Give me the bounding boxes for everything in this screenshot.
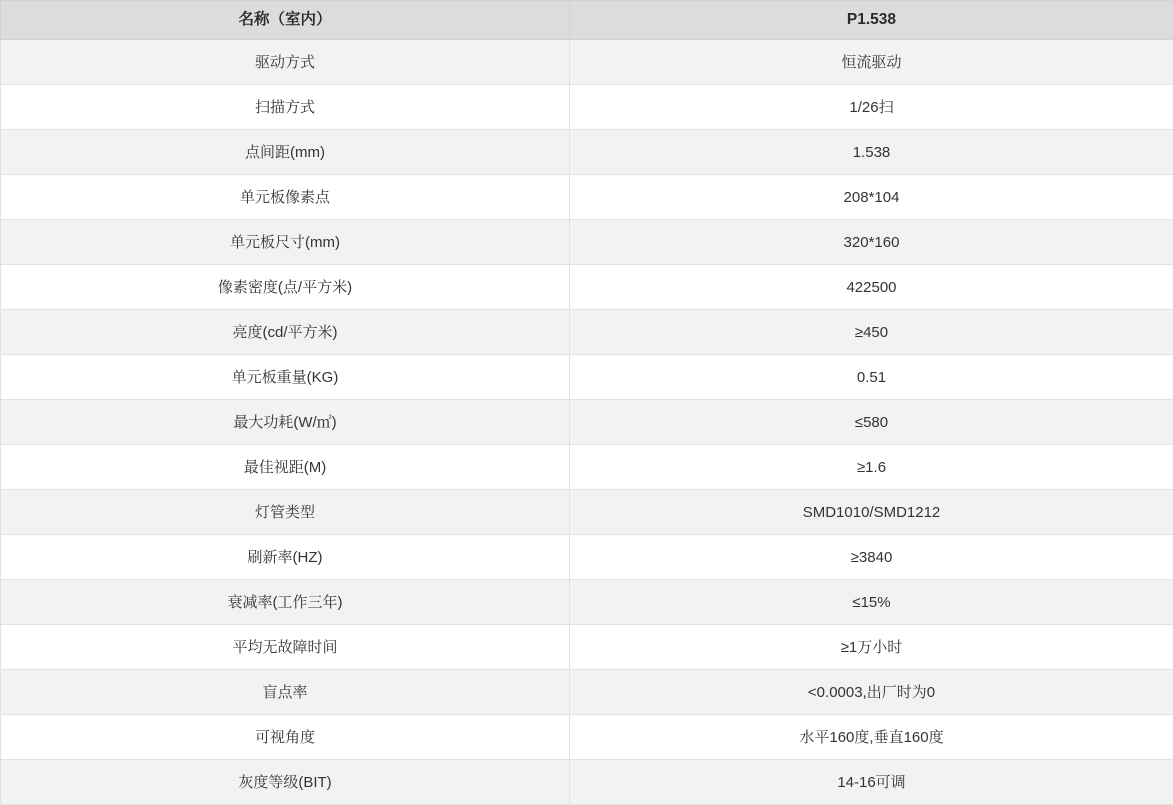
spec-label-cell: 盲点率	[1, 670, 570, 715]
table-row	[1, 175, 1173, 220]
table-row	[1, 760, 1173, 805]
table-row	[1, 490, 1173, 535]
table-row	[1, 670, 1173, 715]
header-cell-label: 名称（室内）	[1, 1, 570, 40]
spec-label-cell: 单元板重量(KG)	[1, 355, 570, 400]
spec-value-cell: 208*104	[570, 175, 1173, 220]
table-body	[1, 40, 1173, 805]
spec-value-cell: ≤580	[570, 400, 1173, 445]
spec-label-cell: 可视角度	[1, 715, 570, 760]
spec-label-cell: 衰减率(工作三年)	[1, 580, 570, 625]
table-row	[1, 625, 1173, 670]
spec-value-cell: ≥1万小时	[570, 625, 1173, 670]
spec-label-cell: 点间距(mm)	[1, 130, 570, 175]
spec-label-cell: 像素密度(点/平方米)	[1, 265, 570, 310]
spec-value-cell: ≥450	[570, 310, 1173, 355]
spec-label-cell: 最佳视距(M)	[1, 445, 570, 490]
spec-value-cell: SMD1010/SMD1212	[570, 490, 1173, 535]
table-row	[1, 85, 1173, 130]
spec-value-cell: 恒流驱动	[570, 40, 1173, 85]
spec-label-cell: 刷新率(HZ)	[1, 535, 570, 580]
table-header	[1, 1, 1173, 40]
spec-value-cell: ≥1.6	[570, 445, 1173, 490]
spec-label-cell: 最大功耗(W/㎡)	[1, 400, 570, 445]
spec-value-cell: ≤15%	[570, 580, 1173, 625]
table-row	[1, 265, 1173, 310]
table-row	[1, 220, 1173, 265]
table-row	[1, 400, 1173, 445]
spec-value-cell: 水平160度,垂直160度	[570, 715, 1173, 760]
spec-label-cell: 扫描方式	[1, 85, 570, 130]
table-row	[1, 310, 1173, 355]
spec-label-cell: 平均无故障时间	[1, 625, 570, 670]
spec-value-cell: 0.51	[570, 355, 1173, 400]
spec-value-cell: <0.0003,出厂时为0	[570, 670, 1173, 715]
spec-value-cell: 1/26扫	[570, 85, 1173, 130]
spec-value-cell: 14-16可调	[570, 760, 1173, 805]
spec-value-cell: 1.538	[570, 130, 1173, 175]
table-row	[1, 535, 1173, 580]
table-row	[1, 130, 1173, 175]
spec-value-cell: ≥3840	[570, 535, 1173, 580]
spec-label-cell: 亮度(cd/平方米)	[1, 310, 570, 355]
spec-value-cell: 422500	[570, 265, 1173, 310]
header-cell-value: P1.538	[570, 1, 1173, 40]
spec-label-cell: 单元板尺寸(mm)	[1, 220, 570, 265]
spec-value-cell: 320*160	[570, 220, 1173, 265]
table-row	[1, 355, 1173, 400]
table-row	[1, 715, 1173, 760]
spec-label-cell: 灯管类型	[1, 490, 570, 535]
spec-label-cell: 单元板像素点	[1, 175, 570, 220]
spec-label-cell: 灰度等级(BIT)	[1, 760, 570, 805]
table-header-row	[1, 1, 1173, 40]
table-row	[1, 445, 1173, 490]
spec-label-cell: 驱动方式	[1, 40, 570, 85]
table-row	[1, 580, 1173, 625]
table-row	[1, 40, 1173, 85]
